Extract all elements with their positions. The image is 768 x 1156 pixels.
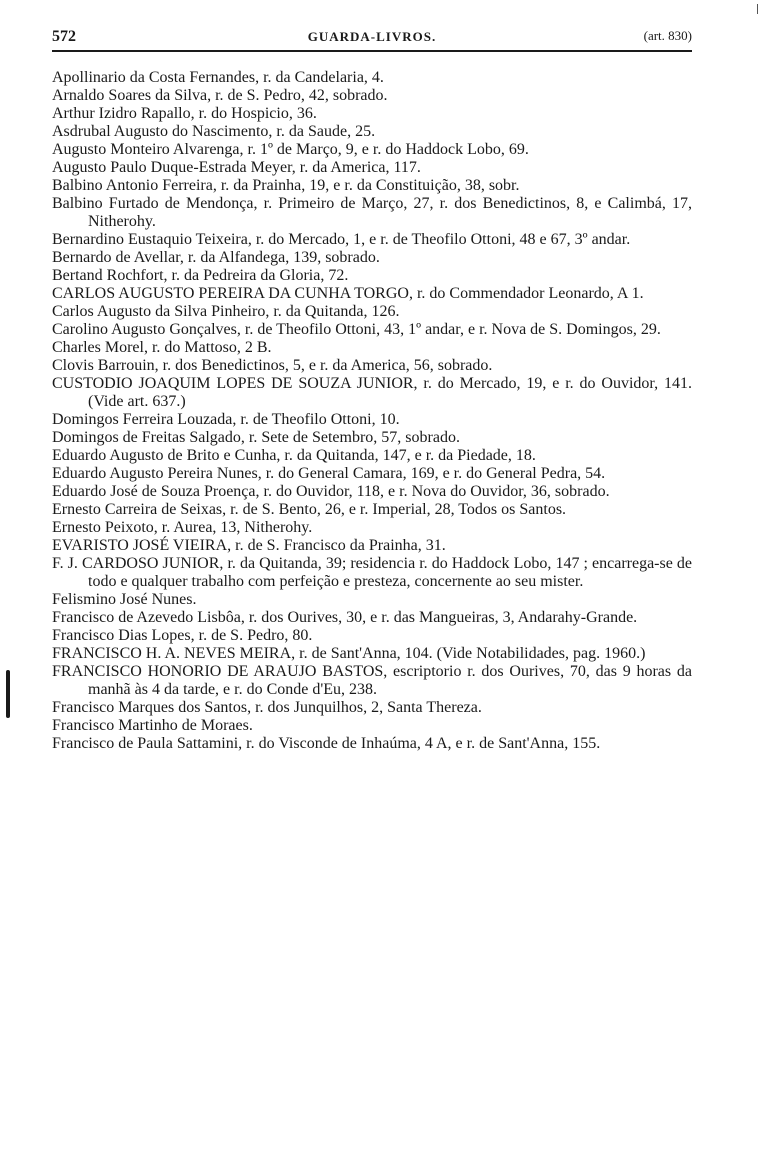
directory-entry: Eduardo Augusto Pereira Nunes, r. do General Camara, 169, e r. do General Pedra, 54. (52, 465, 606, 482)
directory-page (52, 28, 692, 753)
page-header (52, 28, 692, 52)
margin-bracket-mark (6, 670, 10, 718)
directory-entry: CUSTODIO JOAQUIM LOPES DE SOUZA JUNIOR, r. do Mercado, 19, e r. do Ouvidor, 141. (Vide art. 637.) (52, 375, 692, 410)
directory-entry: CARLOS AUGUSTO PEREIRA DA CUNHA TORGO, r. do Commendador Leonardo, A 1. (52, 285, 644, 302)
running-title: GUARDA-LIVROS. (307, 29, 437, 44)
directory-entry: Carolino Augusto Gonçalves, r. de Theofilo Ottoni, 43, 1º andar, e r. Nova de S. Domingos, 29. (52, 321, 661, 338)
directory-entry: Domingos Ferreira Louzada, r. de Theofilo Ottoni, 10. (52, 411, 400, 428)
directory-entry: Domingos de Freitas Salgado, r. Sete de Setembro, 57, sobrado. (52, 429, 460, 446)
directory-entry: FRANCISCO HONORIO DE ARAUJO BASTOS, escriptorio r. dos Ourives, 70, das 9 horas da manhã às 4 da tarde, e r. do Conde d'Eu, 238. (52, 663, 692, 698)
directory-entry: Francisco Dias Lopes, r. de S. Pedro, 80. (52, 627, 313, 644)
article-reference: (art. 830) (643, 28, 692, 43)
directory-entry: Eduardo Augusto de Brito e Cunha, r. da Quitanda, 147, e r. da Piedade, 18. (52, 447, 536, 464)
directory-entry: Apollinario da Costa Fernandes, r. da Candelaria, 4. (52, 69, 384, 86)
directory-entry: EVARISTO JOSÉ VIEIRA, r. de S. Francisco da Prainha, 31. (52, 537, 446, 554)
directory-entry: Ernesto Carreira de Seixas, r. de S. Bento, 26, e r. Imperial, 28, Todos os Santos. (52, 501, 567, 518)
directory-entry: Francisco de Azevedo Lisbôa, r. dos Ourives, 30, e r. das Mangueiras, 3, Andarahy-Grande. (52, 609, 638, 626)
directory-entry: Felismino José Nunes. (52, 591, 197, 608)
page-edge-mark (757, 4, 758, 14)
directory-entry: Bernardo de Avellar, r. da Alfandega, 139, sobrado. (52, 249, 380, 266)
directory-entry: Bertand Rochfort, r. da Pedreira da Gloria, 72. (52, 267, 349, 284)
directory-entry: Eduardo José de Souza Proença, r. do Ouvidor, 118, e r. Nova do Ouvidor, 36, sobrado. (52, 483, 610, 500)
entry-list (52, 69, 692, 753)
page-number: 572 (52, 28, 76, 45)
directory-entry: Ernesto Peixoto, r. Aurea, 13, Nitherohy. (52, 519, 313, 536)
directory-entry: Balbino Furtado de Mendonça, r. Primeiro de Março, 27, r. dos Benedictinos, 8, e Calimbá, 17, Nitherohy. (52, 195, 692, 230)
directory-entry: Francisco de Paula Sattamini, r. do Visconde de Inhaúma, 4 A, e r. de Sant'Anna, 155. (52, 735, 601, 752)
directory-entry: F. J. CARDOSO JUNIOR, r. da Quitanda, 39; residencia r. do Haddock Lobo, 147 ; encarrega-se de todo e qualquer trabalho com perfeição e presteza, concernente ao seu mister. (52, 555, 692, 590)
directory-entry: Francisco Martinho de Moraes. (52, 717, 253, 734)
directory-entry: Bernardino Eustaquio Teixeira, r. do Mercado, 1, e r. de Theofilo Ottoni, 48 e 67, 3º andar. (52, 231, 631, 248)
directory-entry: Balbino Antonio Ferreira, r. da Prainha, 19, e r. da Constituição, 38, sobr. (52, 177, 520, 194)
directory-entry: Arthur Izidro Rapallo, r. do Hospicio, 36. (52, 105, 317, 122)
directory-entry: FRANCISCO H. A. NEVES MEIRA, r. de Sant'Anna, 104. (Vide Notabilidades, pag. 1960.) (52, 645, 646, 662)
directory-entry: Augusto Paulo Duque-Estrada Meyer, r. da America, 117. (52, 159, 421, 176)
directory-entry: Carlos Augusto da Silva Pinheiro, r. da Quitanda, 126. (52, 303, 400, 320)
directory-entry: Asdrubal Augusto do Nascimento, r. da Saude, 25. (52, 123, 376, 140)
directory-entry: Francisco Marques dos Santos, r. dos Junquilhos, 2, Santa Thereza. (52, 699, 482, 716)
directory-entry: Augusto Monteiro Alvarenga, r. 1º de Março, 9, e r. do Haddock Lobo, 69. (52, 141, 529, 158)
directory-entry: Arnaldo Soares da Silva, r. de S. Pedro, 42, sobrado. (52, 87, 388, 104)
directory-entry: Clovis Barrouin, r. dos Benedictinos, 5, e r. da America, 56, sobrado. (52, 357, 493, 374)
directory-entry: Charles Morel, r. do Mattoso, 2 B. (52, 339, 272, 356)
